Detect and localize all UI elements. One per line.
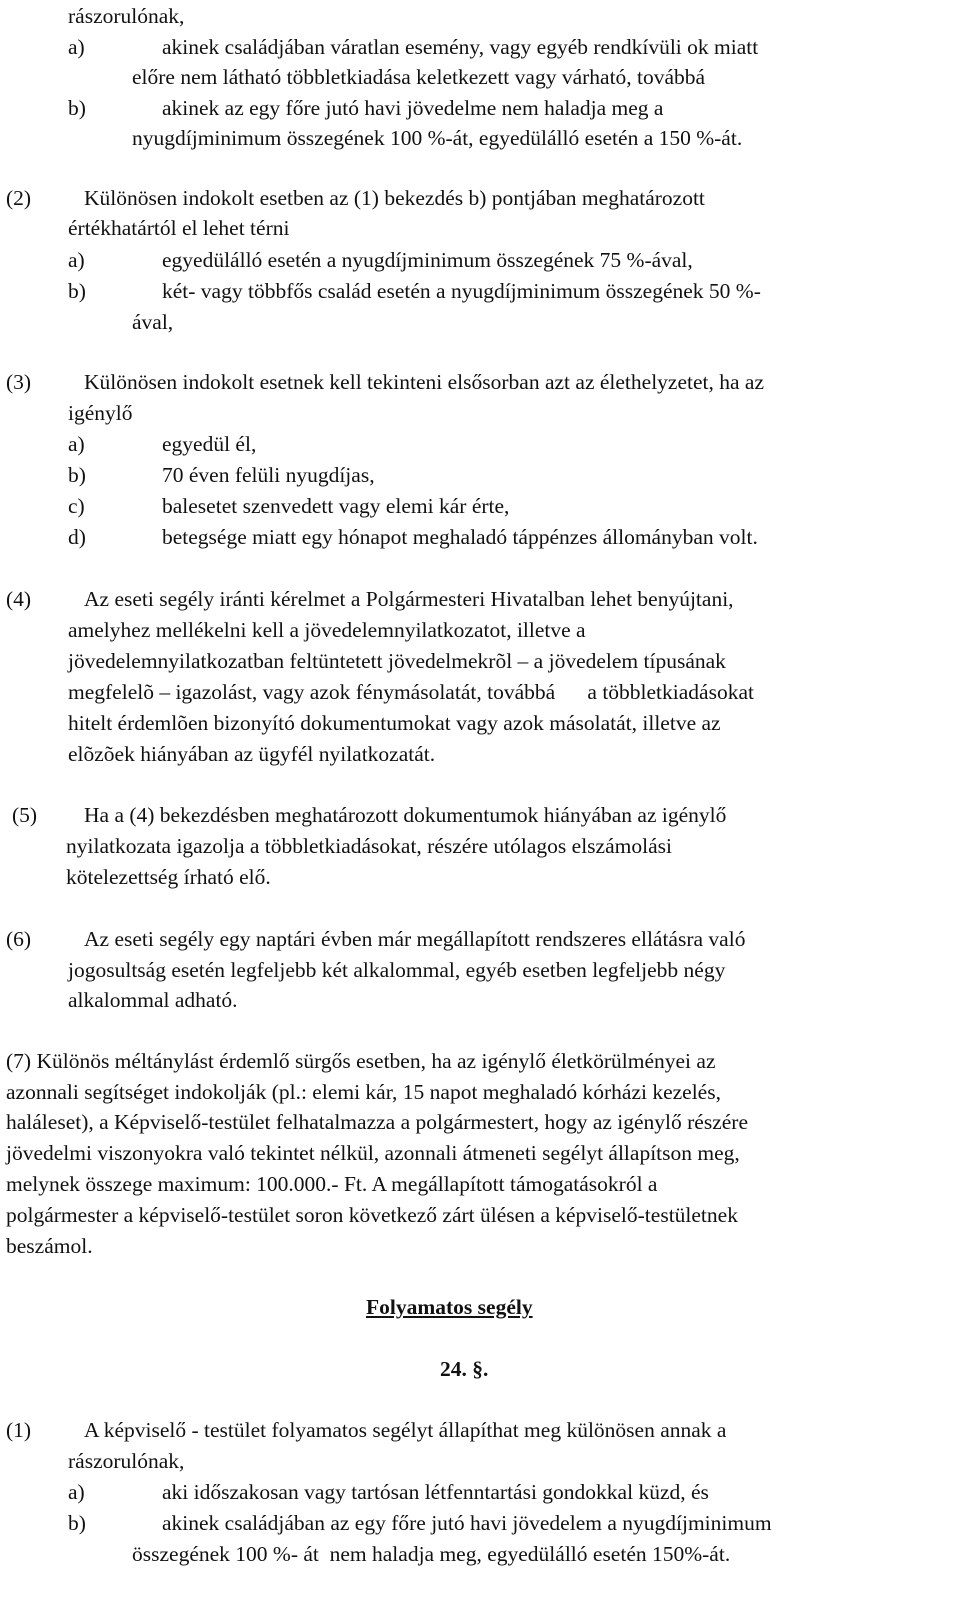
list-item-text: összegének 100 %- át nem haladja meg, egyedülálló esetén 150%-át. (132, 1542, 731, 1566)
paragraph-number: (5) (12, 803, 38, 827)
paragraph-line: Az eseti segély egy naptári évben már megállapított rendszeres ellátásra való (84, 927, 746, 951)
paragraph-line: kötelezettség írható elő. (66, 865, 271, 889)
paragraph-line: jogosultság esetén legfeljebb két alkalommal, egyéb esetben legfeljebb négy (68, 958, 726, 982)
list-marker: a) (68, 1480, 85, 1504)
list-item-text: két- vagy többfős család esetén a nyugdíjminimum összegének 50 %- (162, 279, 761, 303)
paragraph-line: Különösen indokolt esetben az (1) bekezdés b) pontjában meghatározott (84, 186, 705, 210)
intro-line: rászorulónak, (68, 4, 185, 28)
paragraph-line: rászorulónak, (68, 1449, 185, 1473)
list-item-text: ával, (132, 310, 174, 334)
list-marker: b) (68, 279, 86, 303)
paragraph-line: A képviselő - testület folyamatos segélyt állapíthat meg különösen annak a (84, 1418, 727, 1442)
paragraph-line: értékhatártól el lehet térni (68, 216, 290, 240)
list-item-text: egyedülálló esetén a nyugdíjminimum összegének 75 %-ával, (162, 248, 693, 272)
list-marker: a) (68, 432, 85, 456)
list-marker: d) (68, 525, 86, 549)
section-title: Folyamatos segély (366, 1295, 533, 1319)
paragraph-line: jövedelmi viszonyokra való tekintet nélkül, azonnali átmeneti segélyt állapítson meg, (6, 1141, 740, 1165)
paragraph-number: (6) (6, 927, 32, 951)
paragraph-line: haláleset), a Képviselő-testület felhatalmazza a polgármestert, hogy az igénylő részére (6, 1110, 749, 1134)
list-item-text: nyugdíjminimum összegének 100 %-át, egyedülálló esetén a 150 %-át. (132, 126, 743, 150)
paragraph-line: (7) Különös méltánylást érdemlő sürgős esetben, ha az igénylő életkörülményei az (6, 1049, 716, 1073)
paragraph-line: melynek összege maximum: 100.000.- Ft. A megállapított támogatásokról a (6, 1172, 658, 1196)
list-item-text: előre nem látható többletkiadása keletkezett vagy várható, továbbá (132, 65, 706, 89)
list-marker: c) (68, 494, 85, 518)
section-number: 24. §. (440, 1357, 489, 1381)
list-marker: b) (68, 463, 86, 487)
paragraph-line: igénylő (68, 401, 133, 425)
paragraph-line: alkalommal adható. (68, 988, 238, 1012)
list-item-text: egyedül él, (162, 432, 257, 456)
paragraph-line: Az eseti segély iránti kérelmet a Polgármesteri Hivatalban lehet benyújtani, (84, 587, 734, 611)
paragraph-number: (1) (6, 1418, 32, 1442)
paragraph-number: (2) (6, 186, 32, 210)
list-marker: b) (68, 96, 86, 120)
paragraph-line: megfelelõ – igazolást, vagy azok fénymásolatát, továbbá a többletkiadásokat (68, 680, 754, 704)
paragraph-number: (4) (6, 587, 32, 611)
list-item-text: balesetet szenvedett vagy elemi kár érte, (162, 494, 510, 518)
paragraph-number: (3) (6, 370, 32, 394)
paragraph-line: hitelt érdemlõen bizonyító dokumentumokat vagy azok másolatát, illetve az (68, 711, 721, 735)
list-item-text: akinek családjában az egy főre jutó havi jövedelem a nyugdíjminimum (162, 1511, 772, 1535)
paragraph-line: Különösen indokolt esetnek kell tekinteni elsősorban azt az élethelyzetet, ha az (84, 370, 764, 394)
paragraph-line: beszámol. (6, 1234, 93, 1258)
list-item-text: betegsége miatt egy hónapot meghaladó táppénzes állományban volt. (162, 525, 758, 549)
paragraph-line: nyilatkozata igazolja a többletkiadásokat, részére utólagos elszámolási (66, 834, 672, 858)
paragraph-line: azonnali segítséget indokolják (pl.: elemi kár, 15 napot meghaladó kórházi kezelés, (6, 1080, 721, 1104)
paragraph-line: elõzõek hiányában az ügyfél nyilatkozatát. (68, 742, 436, 766)
list-item-text: aki időszakosan vagy tartósan létfenntartási gondokkal küzd, és (162, 1480, 709, 1504)
paragraph-line: polgármester a képviselő-testület soron következő zárt ülésen a képviselő-testületnek (6, 1203, 738, 1227)
list-marker: a) (68, 35, 85, 59)
list-marker: a) (68, 248, 85, 272)
paragraph-line: jövedelemnyilatkozatban feltüntetett jövedelmekrõl – a jövedelem típusának (68, 649, 726, 673)
list-item-text: akinek családjában váratlan esemény, vagy egyéb rendkívüli ok miatt (162, 35, 759, 59)
list-item-text: 70 éven felüli nyugdíjas, (162, 463, 375, 487)
list-item-text: akinek az egy főre jutó havi jövedelme nem haladja meg a (162, 96, 664, 120)
paragraph-line: Ha a (4) bekezdésben meghatározott dokumentumok hiányában az igénylő (84, 803, 727, 827)
paragraph-line: amelyhez mellékelni kell a jövedelemnyilatkozatot, illetve a (68, 618, 586, 642)
list-marker: b) (68, 1511, 86, 1535)
